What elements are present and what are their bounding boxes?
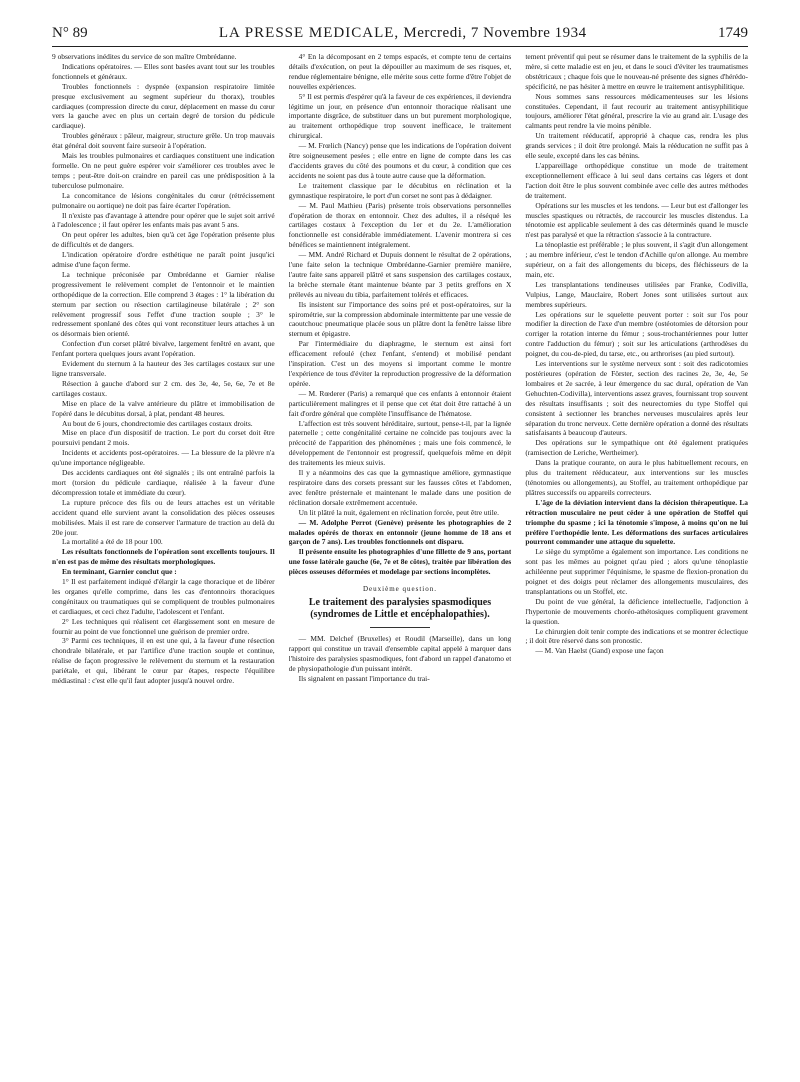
issue-number: N° 89 <box>52 25 88 41</box>
paragraph: Ils signalent en passant l'importance du trai- <box>298 673 430 683</box>
paragraph: Il présente ensuite les photographies d'une fillette de 9 ans, portant une fosse latérale gauche (6e, 7e et 8e côtes), traitée par libération des pièces osseuses déformées et modelage par sections incomplètes. <box>288 547 512 577</box>
paragraph: Il y a néanmoins des cas que la gymnastique améliore, gymnastique respiratoire dans des corsets pressant sur les fausses côtes et l'abdomen, avec fenêtre présternale et maintenant le malade dans une position de réclination dorsale extrêmement accentuée. <box>288 468 512 507</box>
paragraph: Un lit plâtré la nuit, également en réclination forcée, peut être utile. <box>298 507 499 517</box>
paragraph: Troubles généraux : pâleur, maigreur, structure grêle. Un trop mauvais état général doit souvent faire surseoir à l'opération. <box>52 131 275 151</box>
paragraph: L'appareillage orthopédique constitue un mode de traitement exceptionnellement efficace à lui seul dans certains cas légers et dont l'action doit être le plus souvent combinée avec celle des autres méthodes de traitement. <box>525 160 748 200</box>
paragraph: — M. Frœlich (Nancy) pense que les indications de l'opération doivent être soigneusement pesées ; elle entre en ligne de compte dans les cas d'accidents graves du côté des poumons et du cœur, à condition que ces accidents ne soient pas dus à toute autre cause que la déformation. <box>288 141 512 180</box>
journal-title: LA PRESSE MEDICALE, <box>218 25 400 41</box>
paragraph: tement préventif qui peut se résumer dans le traitement de la syphilis de la mère, si cette maladie est en jeu, et dans le souci d'éviter les traumatismes obstétricaux ; chaque fois que le nouveau-né présente des signes d'hérédo-spécificité, ne pas hésiter à mettre en œuvre le traitement antisyphilitique. <box>525 52 748 91</box>
page-number: 1749 <box>717 25 748 41</box>
paragraph: Le chirurgien doit tenir compte des indications et se montrer éclectique ; il doit être réservé dans son pronostic. <box>525 626 748 646</box>
paragraph: — M. Adolphe Perrot (Genève) présente les photographies de 2 malades opérés de thorax en entonnoir (jeune homme de 18 ans et garçon de 7 ans). Les troubles fonctionnels ont disparu. <box>288 517 512 547</box>
paragraph: — M. Rœderer (Paris) a remarqué que ces enfants à entonnoir étaient particulièrement malingres et il pense que cet état doit être rattaché à un fait d'ordre général que complète l'insuffisance de l'hématose. <box>288 388 512 418</box>
paragraph: — M. Van Haelst (Gand) expose une façon <box>535 646 664 656</box>
column-3 <box>525 52 748 1074</box>
paragraph: La mortalité a été de 18 pour 100. <box>62 537 163 547</box>
paragraph: Evidement du sternum à la hauteur des 3es cartilages costaux sur une ligne transversale. <box>52 359 275 378</box>
paragraph: L'affection est très souvent héréditaire, surtout, pense-t-il, par la lignée paternelle ; cette congénitalité certaine ne coïncide pas toujours avec la précocité de l'apparition des phénomènes ; mais une fois commencé, le développement de l'entonnoir est progressif, quelquefois même en dépit des traitements les mieux suivis. <box>288 418 512 468</box>
paragraph: Opérations sur les muscles et les tendons. — Leur but est d'allonger les muscles spastiques ou rétractés, de raccourcir les muscles distendus. La ténotomie est applicable seulement à des cas déterminés quand le muscle n'est pas paralysé et que la rétraction s'associe à la contracture. <box>525 200 748 240</box>
column-1 <box>52 52 275 1074</box>
paragraph: Il n'existe pas d'avantage à attendre pour opérer que le sujet soit arrivé à l'adolescence ; il faut opérer les enfants mais pas avant 5 ans. <box>52 210 275 230</box>
paragraph: Les résultats fonctionnels de l'opération sont excellents toujours. Il n'en est pas de même des résultats morphologiques. <box>52 547 275 567</box>
paragraph: Mais les troubles pulmonaires et cardiaques constituent une indication formelle. On ne peut guère espérer voir s'améliorer ces troubles avec le temps ; peut-être doit-on craindre en pareil cas une prédisposition à la tuberculose pulmonaire. <box>52 151 275 190</box>
paragraph: Incidents et accidents post-opératoires. — La blessure de la plèvre n'a qu'une importance négligeable. <box>52 448 275 468</box>
paragraph: — M. Paul Mathieu (Paris) présente trois observations personnelles d'opération de thorax en entonnoir. Chez des adultes, il a réséqué les cartilages costaux à l'exception du 1er et du 2e. L'amélioration fonctionnelle est considérable immédiatement. L'avenir montrera si ces bénéfices se maintiennent intégralement. <box>288 200 512 250</box>
paragraph: Des accidents cardiaques ont été signalés ; ils ont entraîné parfois la mort (torsion du pédicule cardiaque, réalisée à la faveur d'une décompression totale et immédiate du cœur). <box>52 468 275 497</box>
divider <box>370 627 430 628</box>
paragraph: Des opérations sur le sympathique ont été également pratiquées (ramisection de Leriche, Wertheimer). <box>525 438 748 458</box>
paragraph: Nous sommes sans ressources médicamenteuses sur les lésions constituées. Cependant, il faut recourir au traitement antisyphilitique toujours, améliorer l'état général, prescrire la vie au grand air. L'usage des calmants peut rendre la vie moins pénible. <box>525 91 748 131</box>
paragraph: 5° Il est permis d'espérer qu'à la faveur de ces expériences, il deviendra légitime un jour, en présence d'un entonnoir thoracique réalisant une importante disgrâce, de substituer dans un but purement morphologique, au traitement orthopédique trop souvent inefficace, le traitement chirurgical. <box>288 91 512 141</box>
paragraph: Mise en place d'un dispositif de traction. Le port du corset doit être poursuivi pendant 2 mois. <box>52 428 275 448</box>
paragraph: Les interventions sur le système nerveux sont : soit des radicotomies postérieures (opération de Förster, section des racines 2e, 3e, 4e, 5e lombaires et 2e sacrée, à leur émergence du sac dural, opération de Van Gehuchten-Codivilla), interventions assez graves, fournissant trop souvent des résultats insuffisants ; soit des neurectomies du type Stoffel qui consistent à sectionner les branches nerveuses musculaires après leur séparation du tronc nerveux. Cette dernière opération a donné des résultats satisfaisants à beaucoup d'auteurs. <box>525 359 748 438</box>
paragraph: Les opérations sur le squelette peuvent porter : soit sur l'os pour modifier la direction de l'axe d'un membre (ostéotomies de détorsion pour corriger la rotation interne du fémur ; sous-trochantériennes pour lutter contre l'adduction du fémur) ; soit sur les articulations (arthrodèses du poignet, du cou-de-pied, du tarse, etc., ou arthrorises (au pied surtout). <box>525 309 748 359</box>
paragraph: Indications opératoires. — Elles sont basées avant tout sur les troubles fonctionnels et généraux. <box>52 61 275 81</box>
paragraph: Du point de vue général, la déficience intellectuelle, l'adjonction à l'hypertonie de mouvements choréo-athétosiques compliquent gravement la question. <box>525 596 748 626</box>
issue-date: Mercredi, 7 Novembre 1934 <box>403 25 587 41</box>
paragraph: 4° En la décomposant en 2 temps espacés, et compte tenu de certains détails d'exécution, on peut la dépouiller au maximum de ses risques, et, rendue réglementaire bénigne, elle mérite sous cette forme d'être l'objet de nouvelles expériences. <box>288 52 512 91</box>
paragraph: 1° Il est parfaitement indiqué d'élargir la cage thoracique et de libérer les organes qu'elle comprime, dans les cas d'entonnoirs thoraciques congénitaux ou traumatiques qui se compliquent de troubles pulmonaires et cardiaques, et ceci chez l'adulte, l'adolescent et l'enfant. <box>52 577 275 616</box>
paragraph: En terminant, Garnier conclut que : <box>62 567 177 577</box>
paragraph: Les transplantations tendineuses utilisées par Franke, Codivilla, Vulpius, Lange, Mauclaire, Robert Jones sont utilisées surtout aux membres supérieurs. <box>525 279 748 309</box>
section-label: Deuxième question. <box>362 585 437 594</box>
paragraph: La technique préconisée par Ombrédanne et Garnier réalise progressivement le relèvement complet de l'entonnoir et le maintien orthopédique de la correction. Elle comprend 3 étages : 1° la libération du sternum par section ou résection cartilagineuse bilatérale ; 2° son relèvement progressif sous l'effet d'une traction souple ; 3° le redressement sponlané des côtes qui vont reconstituer leurs attaches à un os désormais bien orienté. <box>52 269 275 339</box>
page-header <box>52 12 748 47</box>
paragraph: L'âge de la déviation intervient dans la décision thérapeutique. La rétraction musculaire ne peut céder à une opération de Stoffel qui triomphe du spasme ; ici la ténotomie s'impose, à moins qu'on ne lui préfère l'orthopédie lente. Les déformations des surfaces articulaires pourront commander une attaque du squelette. <box>525 497 748 547</box>
paragraph: On peut opérer les adultes, bien qu'à cet âge l'opération présente plus de difficultés et de dangers. <box>52 230 275 250</box>
paragraph: L'indication opératoire d'ordre esthétique ne paraît point jusqu'ici admise d'une façon ferme. <box>52 250 275 270</box>
paragraph: La rupture précoce des fils ou de leurs attaches est un véritable accident quand elle survient avant la consolidation des pièces osseuses mobilisées. Mais il est rare de conserver l'armature de traction au delà du 20e jour. <box>52 497 275 537</box>
paragraph: Le traitement classique par le décubitus en réclination et la gymnastique respiratoire, le port d'un corset ne sont pas à dédaigner. <box>288 180 512 200</box>
header-center <box>219 25 587 42</box>
paragraph: 9 observations inédites du service de son maître Ombrédanne. <box>52 52 237 61</box>
column-2 <box>289 52 512 1074</box>
paragraph: 3° Parmi ces techniques, il en est une qui, à la faveur d'une résection chondrale bilatérale, et par l'artifice d'une traction souple et continue, réalise de façon progressive le relèvement du sternum et la restauration pariétale, et qui, libérant le cœur par étapes, respecte l'équilibre médiastinal : c'est elle qu'il faut adopter jusqu'à nouvel ordre. <box>52 636 275 686</box>
section-title: Le traitement des paralysies spasmodiques (syndromes de Little et encéphalopathies). <box>308 597 492 621</box>
paragraph: Par l'intermédiaire du diaphragme, le sternum est ainsi fort efficacement refoulé (chez l'enfant, s'entend) et mobilisé pendant l'inspiration. C'est un des moyens si important comme le montre l'expérience de tous d'éviter la reproduction progressive de la déformation opérée. <box>288 339 512 388</box>
paragraph: Confection d'un corset plâtré bivalve, largement fenêtré en avant, que l'enfant portera quelques jours avant l'opération. <box>52 339 275 359</box>
paragraph: Le siège du symptôme a également son importance. Les conditions ne sont pas les mêmes au poignet qu'au pied ; alors qu'une ténoplastie achiléenne peut supprimer l'équinisme, le spasme de flexion-pronation du poignet et des doigts peut réclamer des allongements musculaires, des transplantations ou un Stoffel, etc. <box>525 547 748 596</box>
paragraph: Dans la pratique courante, on aura le plus habituellement recours, en plus du traitement rééducateur, aux interventions sur les muscles (ténotomies ou allongements), au Stoffel, au traitement orthopédique par plâtres successifs ou appareils correcteurs. <box>525 458 748 497</box>
paragraph: Résection à gauche d'abord sur 2 cm. des 3e, 4e, 5e, 6e, 7e et 8e cartilages costaux. <box>52 378 275 398</box>
paragraph: — MM. Delchef (Bruxelles) et Roudil (Marseille), dans un long rapport qui constitue un travail d'ensemble capital appelé à marquer dans l'histoire des paralysies spasmodiques, font d'abord un rappel d'anatomo et de physiopathologie d'un puissant intérêt. <box>288 634 512 673</box>
paragraph: 2° Les techniques qui réalisent cet élargissement sont en mesure de fournir au point de vue fonctionnel une guérison de premier ordre. <box>52 616 275 636</box>
paragraph: Au bout de 6 jours, chondrectomie des cartilages costaux droits. <box>62 418 253 428</box>
paragraph: La ténoplastie est préférable ; le plus souvent, il s'agit d'un allongement ; au membre inférieur, c'est le tendon d'Achille qu'on allonge. Au membre supérieur, on a fait des allongements du biceps, des fléchisseurs de la main, etc. <box>525 240 748 279</box>
paragraph: Troubles fonctionnels : dyspnée (expansion respiratoire limitée presque exclusivement au segment supérieur du thorax), troubles cardiaques (compression directe du cœur, déplacement en masse du cœur vers la gauche avec en plus un certain degré de torsion du pédicule cardiaque). <box>52 81 275 131</box>
paragraph: Mise en place de la valve antérieure du plâtre et immobilisation de l'opéré dans le décubitus dorsal, à plat, pendant 48 heures. <box>52 398 275 418</box>
paragraph: La concomitance de lésions congénitales du cœur (rétrécissement pulmonaire ou aortique) ne doit pas faire écarter l'opération. <box>52 190 275 210</box>
article-columns <box>52 52 748 1074</box>
paragraph: — MM. André Richard et Dupuis donnent le résultat de 2 opérations, l'une faite selon la technique Ombrédanne-Garnier première manière, l'autre faite sans appareil plâtré et sans suspension des cartilages costaux, la brèche sternale étant maintenue béante par 3 petits greffons en X prélevés au niveau du tibia, parfaitement tolérés et efficaces. <box>288 250 512 299</box>
paragraph: Un traitement rééducatif, approprié à chaque cas, rendra les plus grands services ; il doit être prolongé. Mais la rééducation ne suffit pas à elle seule, excepté dans les cas bénins. <box>525 131 748 161</box>
paragraph: Ils insistent sur l'importance des soins pré et post-opératoires, sur la spirométrie, sur la compression abdominale intermittente par une vessie de caoutchouc pneumatique placée sous un plâtre dont la fenêtre laisse libre sternum et épigastre. <box>288 299 512 339</box>
